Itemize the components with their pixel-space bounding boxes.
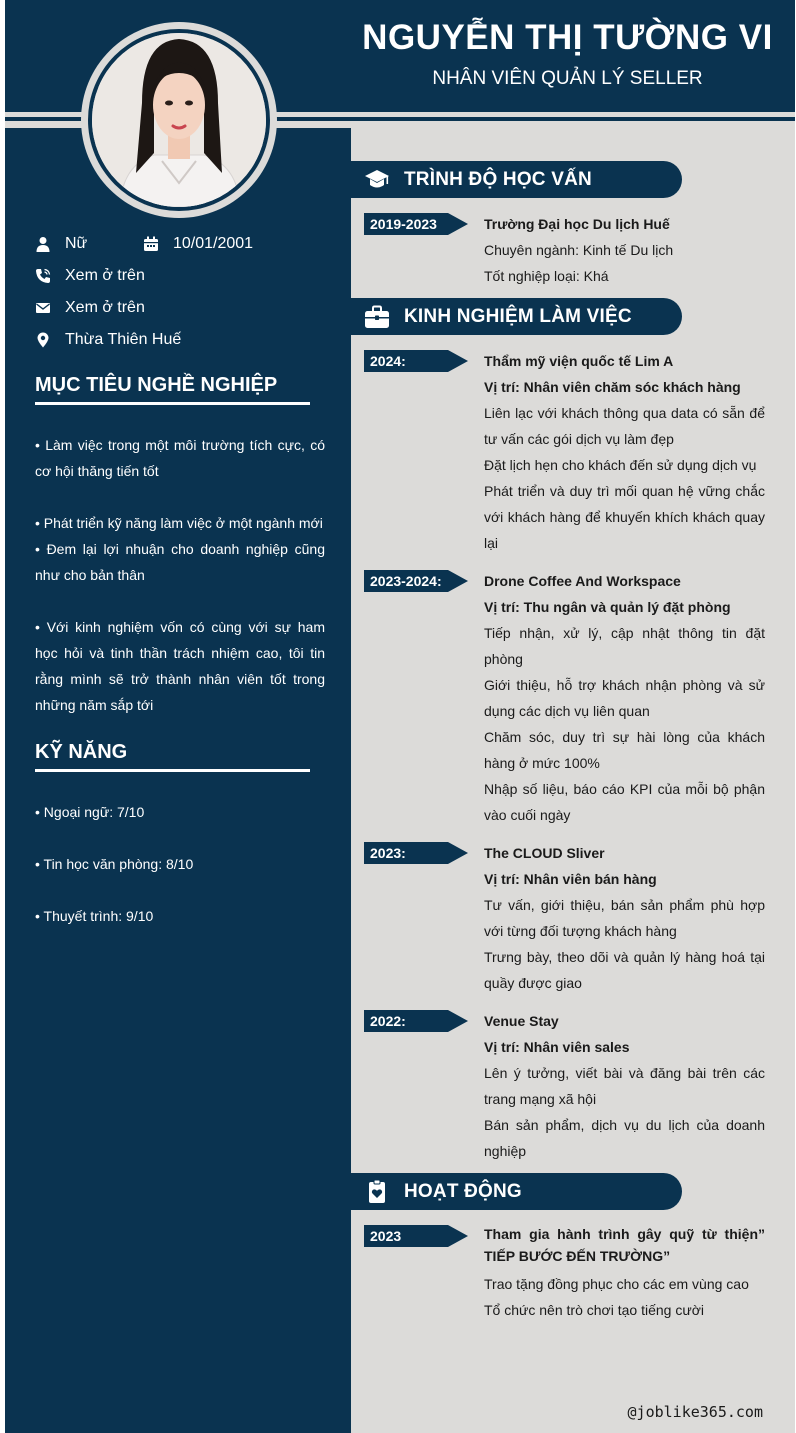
job-duty: Tư vấn, giới thiệu, bán sản phẩm phù hợp với từng đối tượng khách hàng — [484, 897, 765, 939]
birthday-value: 10/01/2001 — [173, 235, 254, 252]
footer-watermark: @joblike365.com — [627, 1403, 763, 1421]
envelope-icon — [35, 300, 51, 316]
objective-item: • Đem lại lợi nhuận cho doanh nghiệp cũng như cho bản thân — [35, 541, 325, 583]
activities-heading: HOẠT ĐỘNG — [404, 1180, 522, 1202]
objective-rule — [35, 402, 310, 405]
location-pin-icon — [35, 332, 51, 348]
skills-rule — [35, 769, 310, 772]
job-date-tag — [364, 842, 468, 864]
badge-heart-icon — [364, 1179, 390, 1205]
activity-entry — [484, 1223, 765, 1267]
candidate-name: NGUYỄN THỊ TƯỜNG VI — [362, 18, 773, 57]
job-title: NHÂN VIÊN QUẢN LÝ SELLER — [432, 68, 703, 89]
job-entry — [484, 1008, 765, 1164]
job-entry — [484, 348, 765, 556]
objective-heading: MỤC TIÊU NGHỀ NGHIỆP — [35, 374, 278, 396]
phone-row — [35, 265, 145, 287]
job-duty: Lên ý tưởng, viết bài và đăng bài trên các trang mạng xã hội — [484, 1065, 765, 1107]
education-date-tag — [364, 213, 468, 235]
school-name: Trường Đại học Du lịch Huế — [484, 216, 670, 232]
company-name: Drone Coffee And Workspace — [484, 573, 681, 589]
address-value: Thừa Thiên Huế — [65, 331, 182, 348]
skill-item: • Tin học văn phòng: 8/10 — [35, 856, 194, 872]
job-duty: Nhập số liệu, báo cáo KPI của mỗi bộ phận vào cuối ngày — [484, 781, 765, 823]
company-name: Venue Stay — [484, 1013, 559, 1029]
profile-photo — [92, 33, 266, 207]
job-role: Vị trí: Nhân viên bán hàng — [484, 871, 657, 887]
company-name: Thẩm mỹ viện quốc tế Lim A — [484, 353, 674, 369]
education-section-header — [351, 161, 682, 198]
job-date: 2024: — [370, 353, 406, 369]
gender-row — [35, 233, 87, 255]
email-row — [35, 297, 145, 319]
job-duty: Bán sản phẩm, dịch vụ du lịch của doanh nghiệp — [484, 1117, 765, 1159]
activity-item: Tổ chức nên trò chơi tạo tiếng cười — [484, 1302, 704, 1318]
objective-item: • Phát triển kỹ năng làm việc ở một ngành mới — [35, 515, 323, 531]
job-duty: Đặt lịch hẹn cho khách đến sử dụng dịch vụ — [484, 457, 757, 473]
person-icon — [35, 236, 51, 252]
job-duty: Tiếp nhận, xử lý, cập nhật thông tin đặt phòng — [484, 625, 765, 667]
education-grade: Tốt nghiệp loại: Khá — [484, 268, 609, 284]
education-entry — [484, 211, 765, 289]
job-duty: Phát triển và duy trì mối quan hệ vững chắc với khách hàng để khuyến khích khách quay lại — [484, 483, 765, 551]
phone-value: Xem ở trên — [65, 267, 145, 284]
objective-item: • Làm việc trong một môi trường tích cực, có cơ hội thăng tiến tốt — [35, 437, 325, 479]
job-duty: Trưng bày, theo dõi và quản lý hàng hoá tại quầy được giao — [484, 949, 765, 991]
phone-icon — [35, 268, 51, 284]
activity-title: Tham gia hành trình gây quỹ từ thiện” TIẾP BƯỚC ĐẾN TRƯỜNG” — [484, 1226, 765, 1264]
birthday-row — [143, 233, 253, 255]
job-entry — [484, 840, 765, 996]
gender-value: Nữ — [65, 235, 88, 252]
job-date-tag — [364, 1010, 468, 1032]
activity-date-tag — [364, 1225, 468, 1247]
graduation-cap-icon — [364, 167, 390, 193]
job-role: Vị trí: Thu ngân và quản lý đặt phòng — [484, 599, 731, 615]
skill-item: • Ngoại ngữ: 7/10 — [35, 804, 145, 820]
company-name: The CLOUD Sliver — [484, 845, 605, 861]
skill-item: • Thuyết trình: 9/10 — [35, 908, 154, 924]
calendar-icon — [143, 236, 159, 252]
experience-heading: KINH NGHIỆM LÀM VIỆC — [404, 305, 632, 327]
activity-details — [484, 1271, 765, 1323]
activities-section-header — [351, 1173, 682, 1210]
education-date: 2019-2023 — [370, 216, 437, 232]
activity-item: Trao tặng đồng phục cho các em vùng cao — [484, 1276, 749, 1292]
skills-heading: KỸ NĂNG — [35, 741, 128, 763]
job-date-tag — [364, 570, 468, 592]
job-duty: Giới thiệu, hỗ trợ khách nhận phòng và sử dụng các dịch vụ liên quan — [484, 677, 765, 719]
sidebar — [5, 128, 351, 1433]
education-heading: TRÌNH ĐỘ HỌC VẤN — [404, 168, 592, 190]
job-role: Vị trí: Nhân viên sales — [484, 1039, 630, 1055]
objective-item: • Với kinh nghiệm vốn có cùng với sự ham học hỏi và tinh thần trách nhiệm cao, tôi tin rằng mình sẽ trở thành nhân viên tốt trong những năm sắp tới — [35, 619, 325, 713]
job-role: Vị trí: Nhân viên chăm sóc khách hàng — [484, 379, 741, 395]
address-row — [35, 329, 181, 351]
job-duty: Liên lạc với khách thông qua data có sẵn để tư vấn các gói dịch vụ làm đẹp — [484, 405, 765, 447]
briefcase-icon — [364, 304, 390, 330]
job-date-tag — [364, 350, 468, 372]
education-major: Chuyên ngành: Kinh tế Du lịch — [484, 242, 674, 258]
experience-section-header — [351, 298, 682, 335]
job-date: 2022: — [370, 1013, 406, 1029]
email-value: Xem ở trên — [65, 299, 145, 316]
job-date: 2023: — [370, 845, 406, 861]
job-entry — [484, 568, 765, 828]
activity-date: 2023 — [370, 1228, 402, 1244]
job-date: 2023-2024: — [370, 573, 442, 589]
job-duty: Chăm sóc, duy trì sự hài lòng của khách hàng ở mức 100% — [484, 729, 765, 771]
